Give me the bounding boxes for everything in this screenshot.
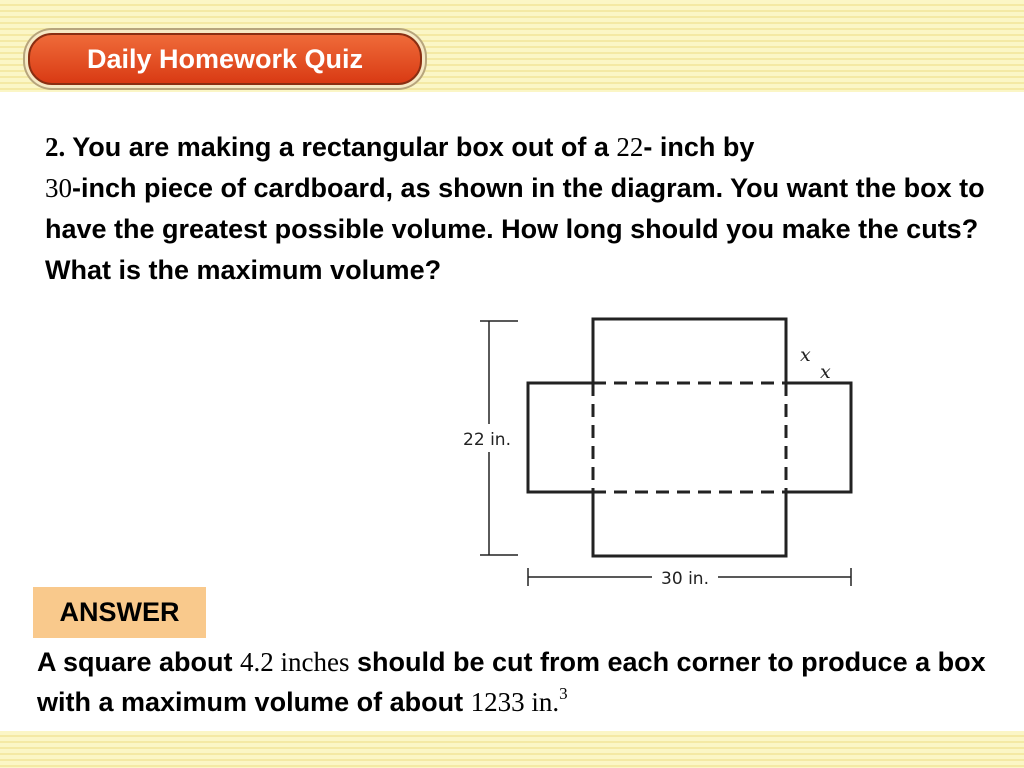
answer-text-part-1: A square about (37, 647, 241, 677)
question-number: 2. (45, 132, 66, 162)
answer-text-part-2: should be cut from each corner to produce a box with a maximum volume of about (37, 647, 986, 717)
answer-label: ANSWER (59, 597, 180, 627)
answer-volume-value: 1233 in. (470, 687, 560, 717)
dimension-22: 22 (616, 132, 644, 162)
question-text-part-2: - inch by (643, 132, 755, 162)
answer-text (37, 642, 1007, 722)
question-text-part-1: You are making a rectangular box out of a (65, 132, 617, 162)
dimension-30: 30 (45, 173, 72, 203)
quiz-title-badge (28, 33, 422, 85)
answer-badge (33, 587, 206, 638)
cut-label-x-1: x (800, 344, 811, 366)
question-text-part-3: -inch piece of cardboard, as shown in the diagram. You want the box to have the greatest possible volume. How long should you make the cuts? What is the maximum volume? (45, 173, 985, 285)
quiz-title: Daily Homework Quiz (86, 44, 364, 74)
footer-stripes (0, 731, 1024, 768)
height-label: 22 in. (463, 430, 511, 450)
cardboard-net-diagram (440, 310, 870, 595)
cut-label-x-2: x (820, 361, 831, 383)
question-text (45, 127, 985, 291)
width-label: 30 in. (661, 569, 709, 589)
answer-cut-value: 4.2 inches (240, 647, 350, 677)
answer-volume-exponent: 3 (559, 684, 568, 703)
